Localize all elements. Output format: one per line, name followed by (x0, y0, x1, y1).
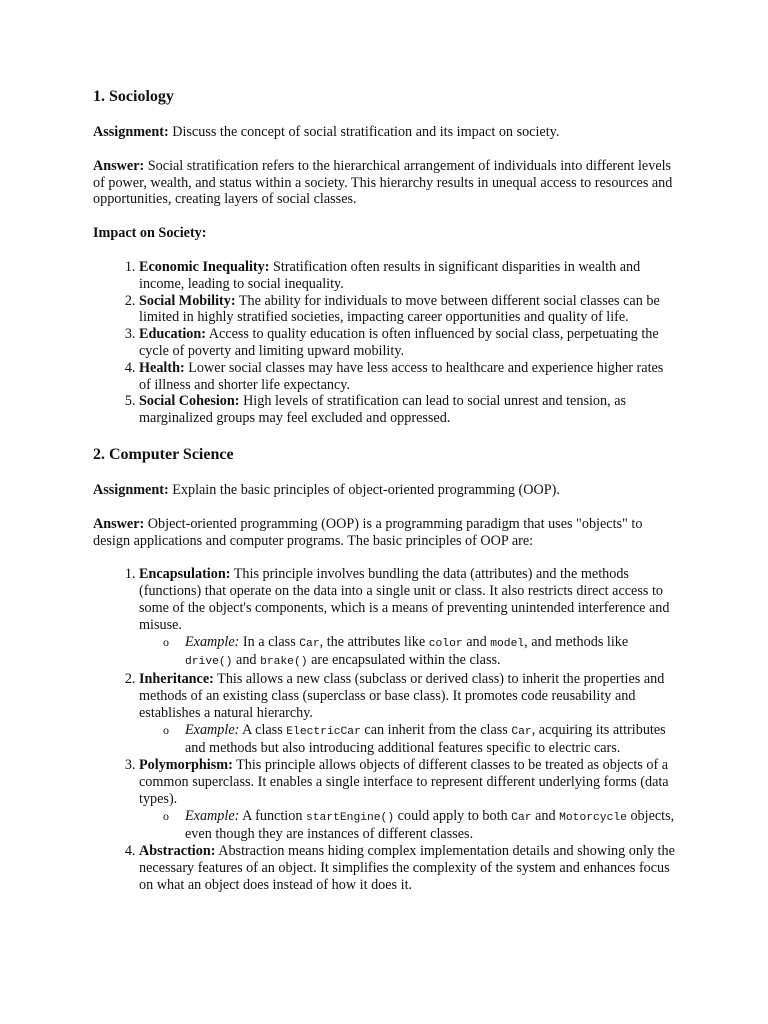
sociology-answer (93, 158, 678, 208)
list-item: 5. Social Cohesion: High levels of stratification can lead to social unrest and tension, as marginalized groups may feel excluded and oppressed. (139, 393, 678, 427)
answer-text: Object-oriented programming (OOP) is a programming paradigm that uses "objects" to design applications and computer programs. The basic principles of OOP are: (93, 515, 643, 549)
example-list (139, 634, 678, 672)
cs-assignment (93, 482, 678, 499)
list-item: 3. Education: Access to quality education is often influenced by social class, perpetuating the cycle of poverty and limiting upward mobility. (139, 326, 678, 360)
example-list (139, 808, 678, 844)
assignment-text: Discuss the concept of social stratification and its impact on society. (168, 124, 560, 140)
assignment-label: Assignment: (93, 124, 169, 140)
example-item: o Example: A function startEngine() could apply to both Car and Motorcycle objects, even though they are instances of different classes. (163, 808, 678, 844)
example-list (139, 722, 678, 758)
answer-text: Social stratification refers to the hierarchical arrangement of individuals into different levels of power, wealth, and status within a society. This hierarchy results in unequal access to resources and opportunities, creating layers of social classes. (93, 157, 673, 208)
list-item: 3. Polymorphism: This principle allows objects of different classes to be treated as objects of a common superclass. It enables a single interface to represent different underlying forms (data types). o Example: A function startEngine() could apply to both Car and Motorcycle objects, even though they are instances of different classes. (139, 757, 678, 843)
sociology-heading: 1. Sociology (93, 88, 174, 105)
list-item: 4. Health: Lower social classes may have less access to healthcare and experience higher rates of illness and shorter life expectancy. (139, 360, 678, 394)
cs-heading: 2. Computer Science (93, 445, 234, 463)
cs-section (93, 444, 678, 894)
list-item: 2. Social Mobility: The ability for individuals to move between different social classes can be limited in highly stratified societies, impacting career opportunities and quality of life. (139, 293, 678, 327)
list-item: 4. Abstraction: Abstraction means hiding complex implementation details and showing only the necessary features of an object. It simplifies the complexity of the system and enhances focus on what an object does instead of how it does it. (139, 843, 678, 893)
list-item: 2. Inheritance: This allows a new class (subclass or derived class) to inherit the properties and methods of an existing class (superclass or base class). It promotes code reusability and establishes a natural hierarchy. o Example: A class ElectricCar can inherit from the class Car, acquiring its attributes and methods but also introducing additional features specific to electric cars. (139, 671, 678, 757)
assignment-label: Assignment: (93, 481, 169, 498)
assignment-text: Explain the basic principles of object-oriented programming (OOP). (168, 481, 560, 498)
cs-answer (93, 516, 678, 550)
impact-list (93, 259, 678, 427)
example-item: o Example: In a class Car, the attributes like color and model, and methods like drive() and brake() are encapsulated within the class. (163, 634, 678, 672)
sociology-assignment (93, 124, 678, 141)
answer-label: Answer: (93, 515, 145, 532)
answer-label: Answer: (93, 157, 145, 174)
example-item: o Example: A class ElectricCar can inherit from the class Car, acquiring its attributes and methods but also introducing additional features specific to electric cars. (163, 722, 678, 758)
list-item: 1. Economic Inequality: Stratification often results in significant disparities in wealth and income, leading to social inequality. (139, 259, 678, 293)
oop-principles-list (93, 566, 678, 893)
impact-heading: Impact on Society: (93, 225, 207, 242)
list-item: 1. Encapsulation: This principle involves bundling the data (attributes) and the methods (functions) that operate on the data into a single unit or class. It also restricts direct access to some of the object's components, which is a means of preventing unintended interference and misuse. o Example: In a class Car, the attributes like color and model, and methods like drive() and brake() are encapsulated within the class. (139, 566, 678, 671)
